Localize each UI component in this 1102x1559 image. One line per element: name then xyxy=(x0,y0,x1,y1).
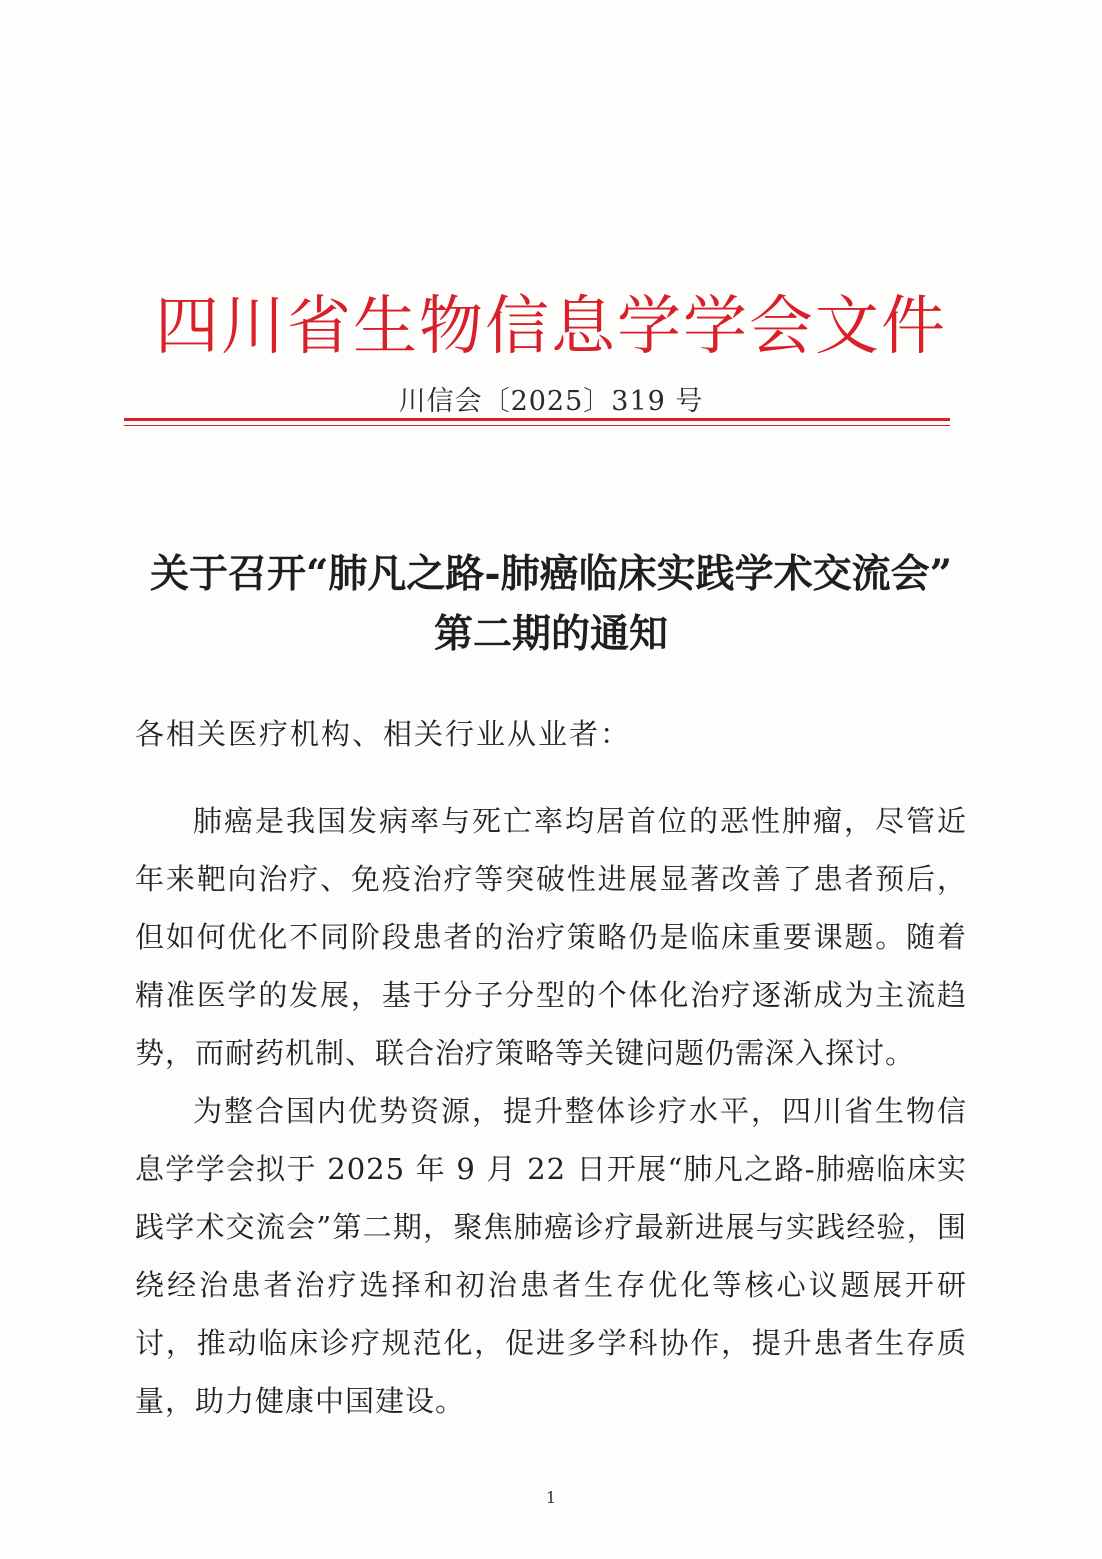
salutation: 各相关医疗机构、相关行业从业者： xyxy=(135,717,632,751)
document-number: 川信会〔2025〕319 号 xyxy=(398,386,704,417)
org-header-title: 四川省生物信息学学会文件 xyxy=(155,290,947,364)
red-divider-thin xyxy=(124,425,950,426)
red-divider-thick xyxy=(124,418,950,421)
notice-title-line2: 第二期的通知 xyxy=(433,611,668,657)
body-paragraph: 为整合国内优势资源，提升整体诊疗水平，四川省生物信息学学会拟于 2025 年 9 月 22 日开展“肺凡之路-肺癌临床实践学术交流会”第二期，聚焦肺癌诊疗最新进展与实践经验，围绕经治患者治疗选择和初治患者生存优化等核心议题展开研讨，推动临床诊疗规范化，促进多学科协作，提升患者生存质量，助力健康中国建设。 xyxy=(135,1094,967,1418)
page-number: 1 xyxy=(545,1488,557,1507)
body-paragraph: 肺癌是我国发病率与死亡率均居首位的恶性肿瘤，尽管近年来靶向治疗、免疫治疗等突破性进展显著改善了患者预后，但如何优化不同阶段患者的治疗策略仍是临床重要课题。随着精准医学的发展，基于分子分型的个体化治疗逐渐成为主流趋势，而耐药机制、联合治疗策略等关键问题仍需深入探讨。 xyxy=(135,804,967,1070)
notice-title-line1: 关于召开“肺凡之路-肺癌临床实践学术交流会” xyxy=(149,551,953,597)
